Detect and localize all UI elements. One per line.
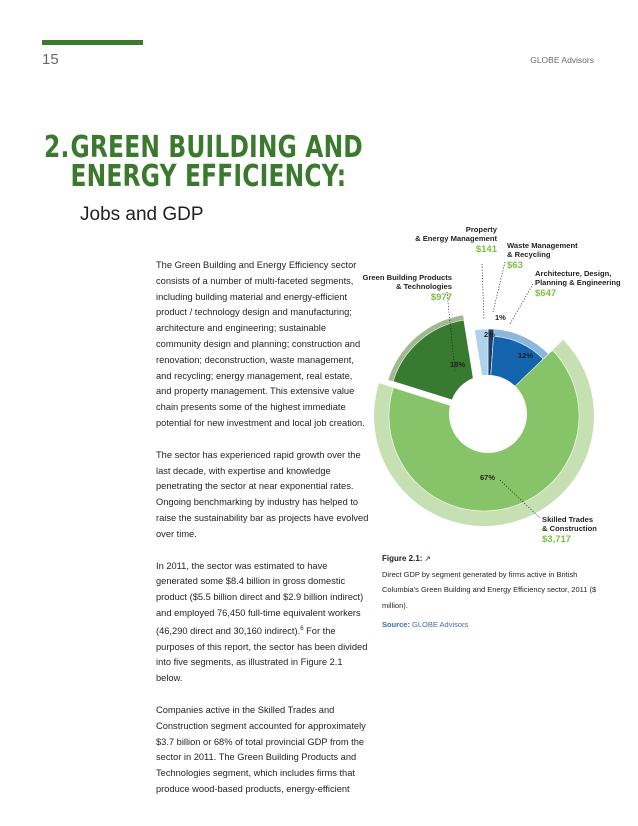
segment-name-label: Skilled Trades & Construction bbox=[542, 515, 597, 533]
donut-hole bbox=[449, 375, 527, 453]
source-text: GLOBE Advisors bbox=[412, 620, 469, 629]
segment-name-label: Waste Management & Recycling bbox=[507, 241, 578, 259]
paragraph-text: For the purposes of this report, the sector has been divided into five segments, as illustrated in Figure 2.1 below. bbox=[156, 625, 368, 684]
value-label: $3,717 bbox=[542, 534, 572, 545]
leader-line bbox=[482, 264, 484, 320]
percent-label: 2% bbox=[484, 330, 495, 339]
figure-label: Figure 2.1: bbox=[382, 554, 423, 563]
section-title-line2: ENERGY EFFICIENCY: bbox=[70, 159, 347, 194]
figure-source bbox=[382, 617, 597, 633]
value-label: $63 bbox=[507, 260, 523, 271]
source-label: Source: bbox=[382, 620, 410, 629]
value-label: $977 bbox=[430, 292, 452, 303]
header-accent-bar bbox=[42, 40, 143, 45]
gdp-donut-chart bbox=[360, 222, 621, 552]
footnote-ref[interactable]: 6 bbox=[300, 625, 304, 632]
paragraph bbox=[156, 559, 370, 687]
value-label: $141 bbox=[475, 244, 497, 255]
percent-label: 18% bbox=[450, 360, 466, 369]
section-title bbox=[44, 130, 363, 194]
external-link-icon[interactable]: ↗ bbox=[424, 554, 431, 563]
percent-label: 67% bbox=[480, 473, 496, 482]
section-title-line1: GREEN BUILDING AND bbox=[70, 130, 363, 165]
segment-name-label: Green Building Products & Technologies bbox=[362, 273, 452, 291]
section-number: 2. bbox=[44, 130, 70, 165]
segment-name-label: Architecture, Design, Planning & Engineering bbox=[535, 269, 621, 287]
value-label: $647 bbox=[535, 288, 557, 299]
paragraph: The sector has experienced rapid growth over the last decade, with expertise and knowledge penetrating the sector at near exponential rates. Ongoing benchmarking by industry has helped to raise the sustainability bar as projects have evolved over time. bbox=[156, 449, 369, 539]
figure-caption bbox=[382, 551, 597, 633]
brand-name: GLOBE Advisors bbox=[530, 55, 594, 65]
leader-line bbox=[510, 284, 533, 324]
percent-label: 12% bbox=[518, 351, 534, 360]
segment-name-label: Property & Energy Management bbox=[415, 225, 497, 243]
page-number: 15 bbox=[42, 51, 59, 68]
paragraph-text: In 2011, the sector was estimated to have generated some $8.4 billion in gross domestic product ($5.5 billion direct and $2.9 billion indirect) and employed 76,450 full-time equivalent workers (46,290 direct and 30,160 indirect). bbox=[156, 560, 364, 636]
paragraph: Companies active in the Skilled Trades and Construction segment accounted for approximately $3.7 billion or 68% of total provincial GDP from the sector in 2011. The Green Building Products and Technologies segment, which includes firms that produce wood-based products, energy-efficient bbox=[156, 705, 366, 794]
leader-line bbox=[493, 262, 505, 312]
section-subtitle: Jobs and GDP bbox=[80, 204, 204, 225]
figure-description: Direct GDP by segment generated by firms active in British Columbia's Green Building and Energy Efficiency sector, 2011 ($ million). bbox=[382, 569, 597, 610]
paragraph: The Green Building and Energy Efficiency sector consists of a number of multi-faceted segments, including building material and energy-efficient product / technology design and manufacturing; architecture and engineering; sustainable community design and planning; construction and renovation; deconstruction, waste management, and recycling; energy management, real estate, and property management. This extensive value chain presents some of the highest immediate potential for new investment and local job creation. bbox=[156, 260, 365, 428]
percent-label: 1% bbox=[495, 313, 506, 322]
body-text bbox=[156, 258, 370, 814]
